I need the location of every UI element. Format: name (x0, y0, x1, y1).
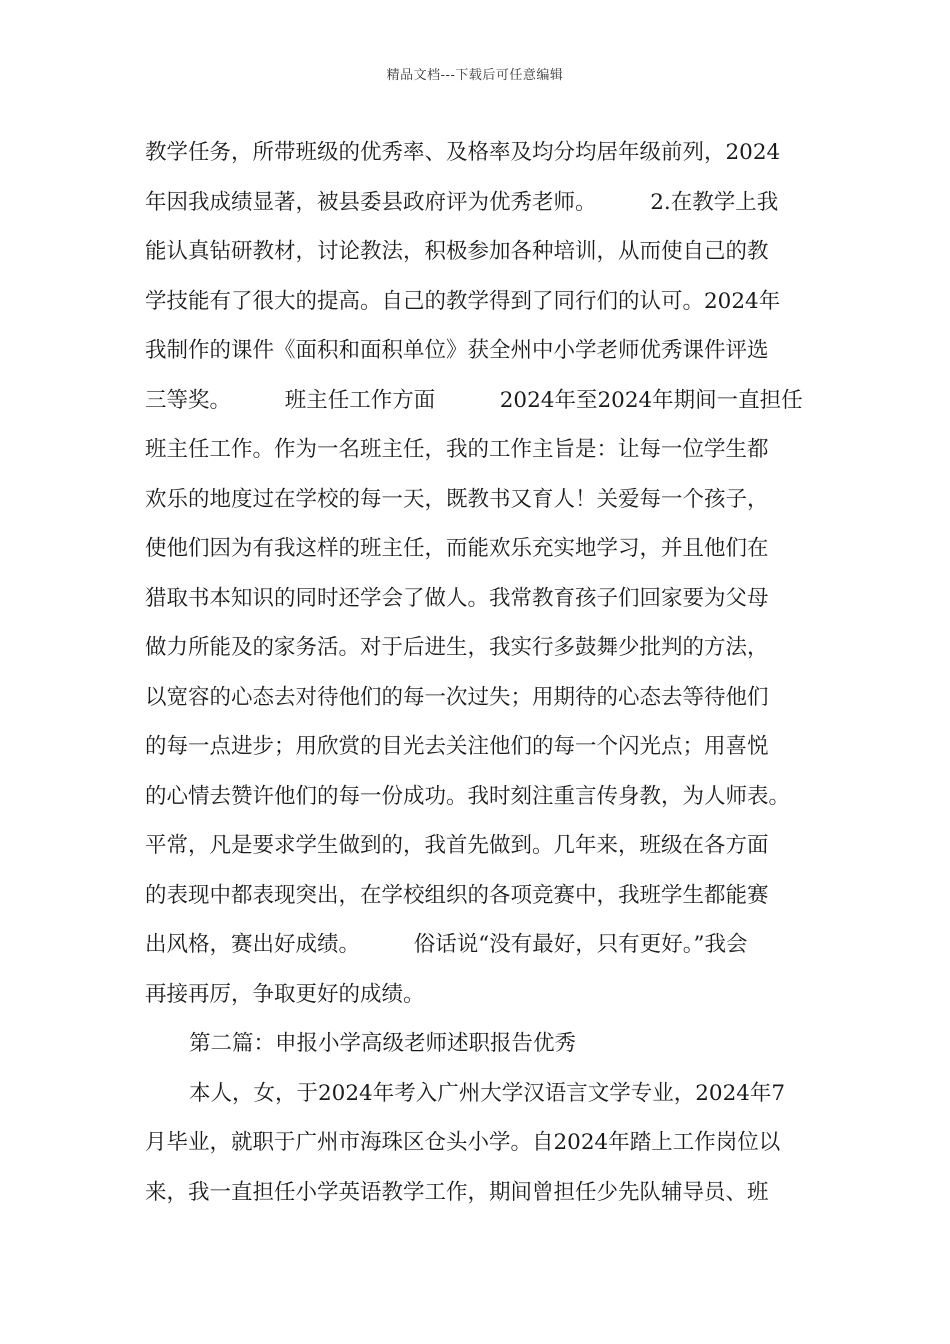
text-line: 三等奖。 班主任工作方面 2024年至2024年期间一直担任 (145, 387, 803, 413)
text-line: 欢乐的地度过在学校的每一天，既教书又育人！关爱每一个孩子， (145, 486, 769, 512)
text-line: 月毕业，就职于广州市海珠区仓头小学。自2024年踏上工作岗位以 (145, 1130, 781, 1155)
text-line: 做力所能及的家务活。对于后进生，我实行多鼓舞少批判的方法， (145, 635, 769, 660)
text-line: 教学任务，所带班级的优秀率、及格率及均分均居年级前列，2024 (145, 140, 781, 165)
text-line: 年因我成绩显著，被县委县政府评为优秀老师。 2.在教学上我 (145, 189, 779, 215)
text-line: 的心情去赞许他们的每一份成功。我时刻注重言传身教，为人师表。 (145, 783, 791, 809)
text-line: 能认真钻研教材，讨论教法，积极参加各种培训，从而使自己的教 (145, 239, 769, 264)
page-header: 精品文档---下载后可任意编辑 (386, 68, 564, 83)
document-body (145, 128, 813, 1217)
text-line: 的表现中都表现突出，在学校组织的各项竞赛中，我班学生都能赛 (145, 882, 769, 908)
text-line: 班主任工作。作为一名班主任，我的工作主旨是：让每一位学生都 (145, 437, 769, 462)
text-line: 使他们因为有我这样的班主任，而能欢乐充实地学习，并且他们在 (145, 536, 769, 561)
text-line: 的每一点进步；用欣赏的目光去关注他们的每一个闪光点；用喜悦 (145, 734, 769, 759)
text-line: 本人，女，于2024年考入广州大学汉语言文学专业，2024年7 (189, 1080, 786, 1106)
text-line: 以宽容的心态去对待他们的每一次过失；用期待的心态去等待他们 (145, 684, 769, 710)
text-line: 猎取书本知识的同时还学会了做人。我常教育孩子们回家要为父母 (145, 585, 769, 611)
text-line: 我制作的课件《面积和面积单位》获全州中小学老师优秀课件评选 (145, 338, 769, 363)
section-title: 第二篇：申报小学高级老师述职报告优秀 (189, 1031, 577, 1056)
text-line: 再接再厉，争取更好的成绩。 (145, 981, 425, 1007)
text-line: 来，我一直担任小学英语教学工作，期间曾担任少先队辅导员、班 (145, 1179, 769, 1205)
text-line: 平常，凡是要求学生做到的，我首先做到。几年来，班级在各方面 (145, 833, 769, 858)
text-line: 出风格，赛出好成绩。 俗话说“没有最好，只有更好。”我会 (145, 932, 748, 957)
text-line: 学技能有了很大的提高。自己的教学得到了同行们的认可。2024年 (145, 288, 781, 314)
